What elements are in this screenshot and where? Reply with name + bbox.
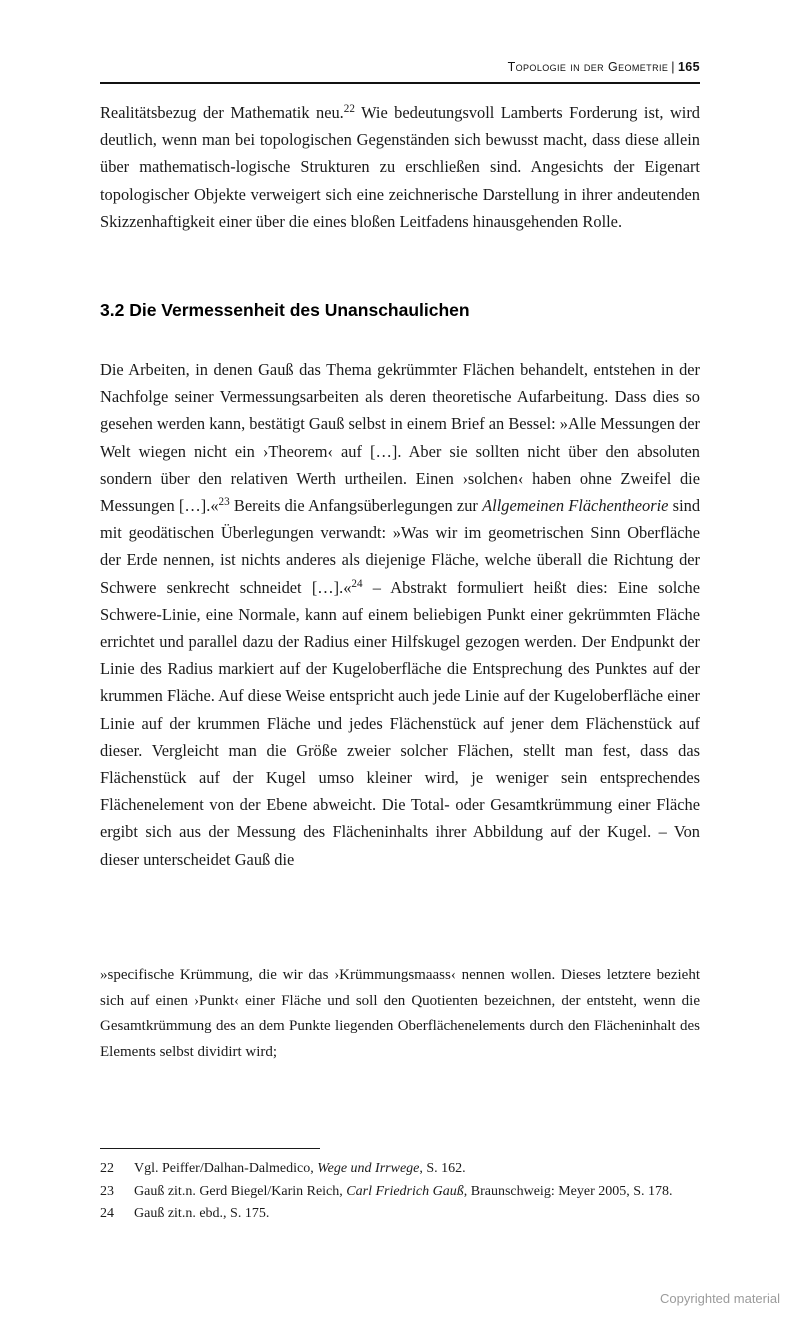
work-title-allgemeine-flaechentheorie: Allgemeinen Flächentheorie xyxy=(482,496,669,516)
paragraph-1-text-b: Wie bedeutungsvoll Lamberts Forderung ist, wird deutlich, wenn man bei topologischen Gegenständen sich bewusst macht, dass diese allein über mathematisch-logische Strukturen zu erschließen sind. Angesichts der Eigenart topologischer Objekte verweigert sich eine zeichnerische Darstellung in ihrer andeutenden Skizzenhaftigkeit einer über die eines bloßen Leitfadens hinausgehenden Rolle. xyxy=(100,103,700,231)
paragraph-2-text-a: Die Arbeiten, in denen Gauß das Thema gekrümmter Flächen behandelt, entstehen in der Nachfolge seiner Vermessungsarbeiten als deren theoretische Aufarbeitung. Dass dies so gesehen werden kann, bestätigt Gauß selbst in einem Brief an Bessel: »Alle Messungen der Welt wiegen nicht ein ›Theorem‹ auf […]. Aber sie sollten nicht über den absoluten sondern über den relativen Werth urtheilen. Einen ›solchen‹ haben ohne Zweifel die Messungen […].« xyxy=(100,360,700,516)
paragraph-2 xyxy=(100,356,700,873)
footnote-ref-24: 24 xyxy=(351,577,363,590)
running-head xyxy=(100,60,700,74)
footnote-separator-rule xyxy=(100,1148,320,1149)
footnote-number: 24 xyxy=(100,1206,114,1221)
footnote-ref-22: 22 xyxy=(343,103,355,116)
footnote-text-b: , S. 162. xyxy=(419,1161,466,1176)
section-heading: 3.2 Die Vermessenheit des Unanschaulichen xyxy=(100,300,470,320)
footnote-number: 23 xyxy=(100,1183,114,1199)
footnote-list xyxy=(100,1158,700,1226)
footnote-text-a: Gauß zit.n. ebd., S. 175. xyxy=(134,1206,270,1221)
header-rule xyxy=(100,82,700,84)
footnote-text-a: Vgl. Peiffer/Dalhan-Dalmedico, xyxy=(134,1161,318,1176)
running-head-separator: | xyxy=(671,60,675,74)
paragraph-1-text-a: Realitätsbezug der Mathematik neu. xyxy=(100,103,344,122)
footnote-ref-23: 23 xyxy=(218,496,230,509)
paragraph-2-text-c: sind mit geodätischen Überlegungen verwandt: »Was wir im geometrischen Sinn Oberfläche der Erde nennen, ist nichts anderes als diejenige Fläche, welche überall die Richtung der Schwere senkrecht schneidet […].« xyxy=(100,496,701,597)
footnote-text-a: Gauß zit.n. Gerd Biegel/Karin Reich, xyxy=(134,1183,347,1199)
paragraph-2-text-b: Bereits die Anfangsüberlegungen zur xyxy=(229,496,483,516)
footnote-italic-title: Carl Friedrich Gauß xyxy=(346,1183,464,1199)
copyright-notice: Copyrighted material xyxy=(660,1291,780,1306)
running-head-title-part1: Topologie in der xyxy=(507,60,608,74)
page-number: 165 xyxy=(677,60,700,74)
footnote-text-b: , Braunschweig: Meyer 2005, S. 178. xyxy=(463,1183,673,1199)
footnote-italic-title: Wege und Irrwege xyxy=(317,1161,420,1176)
footnote-item xyxy=(100,1203,700,1226)
paragraph-1 xyxy=(100,99,700,235)
footnote-item xyxy=(100,1158,700,1181)
footnote-item xyxy=(100,1181,700,1204)
blockquote: »specifische Krümmung, die wir das ›Krümmungsmaass‹ nennen wollen. Dieses letztere bezieht sich auf einen ›Punkt‹ einer Fläche und soll den Quotienten bezeichnen, der entsteht, wenn die Gesamtkrümmung des an dem Punkte liegenden Oberflächenelements durch den Flächeninhalt des Elements selbst dividirt wird; xyxy=(100,967,700,1060)
paragraph-2-text-d: – Abstrakt formuliert heißt dies: Eine solche Schwere-Linie, eine Normale, kann auf einem beliebigen Punkt einer gekrümmten Fläche errichtet und parallel dazu der Radius einer Hilfskugel gezogen werden. Der Endpunkt der Linie des Radius markiert auf der Kugeloberfläche die Entsprechung des Punktes auf der krummen Fläche. Auf diese Weise entspricht auch jede Linie auf der Kugeloberfläche einer Linie auf der krummen Fläche und jedes Flächenstück auf jener dem Flächenstück auf dieser. Vergleicht man die Größe zweier solcher Flächen, stellt man fest, dass das Flächenstück auf der Kugel umso kleiner wird, je weniger sein entsprechendes Flächenelement von der Ebene abweicht. Die Total- oder Gesamtkrümmung einer Fläche ergibt sich aus der Messung des Flächeninhalts ihrer Abbildung auf der Kugel. – Von dieser unterscheidet Gauß die xyxy=(100,577,700,869)
footnote-number: 22 xyxy=(100,1161,114,1176)
running-head-title-part2: Geometrie xyxy=(607,60,669,74)
